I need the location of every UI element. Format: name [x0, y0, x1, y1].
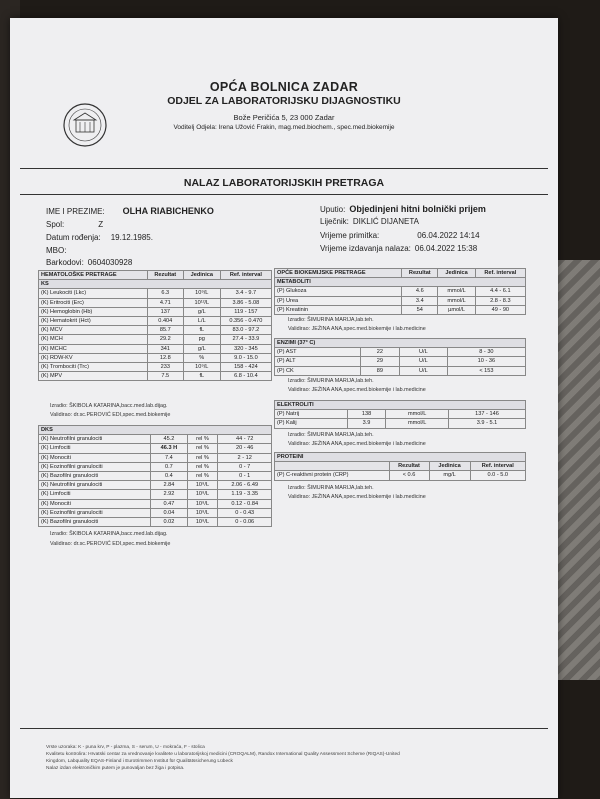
test-name: (P) CK [275, 366, 361, 375]
test-result: 0.404 [147, 316, 183, 325]
department-name: ODJEL ZA LABORATORIJSKU DIJAGNOSTIKU [167, 95, 401, 107]
divider [20, 168, 548, 169]
test-ref-interval: < 153 [447, 366, 525, 375]
result-row [39, 444, 272, 453]
test-unit: µmol/L [438, 305, 475, 314]
test-result: 22 [360, 348, 399, 357]
test-name: (K) Hematokrit (Hct) [39, 316, 148, 325]
test-name: (K) Limfociti [39, 490, 151, 499]
received-field: Vrijeme primitka: 06.04.2022 14:14 [320, 231, 480, 240]
test-result: 54 [402, 305, 438, 314]
test-result: 3.4 [402, 296, 438, 305]
test-name: (P) Kreatinin [275, 305, 402, 314]
result-row [275, 305, 526, 314]
test-ref-interval: 10 - 36 [447, 357, 525, 366]
test-ref-interval: 9.0 - 15.0 [220, 353, 271, 362]
test-ref-interval: 4.4 - 6.1 [475, 287, 525, 296]
test-result: 0.47 [151, 499, 187, 508]
result-row [39, 298, 272, 307]
result-row [39, 344, 272, 353]
result-row [39, 471, 272, 480]
test-result: 2.92 [151, 490, 187, 499]
test-result: 0.02 [151, 517, 187, 526]
received-value: 06.04.2022 14:14 [417, 231, 480, 240]
metab-validirao: Validirao: JEŽINA ANA,spec.med.biokemije i lab.medicine [288, 326, 426, 332]
result-row [275, 357, 526, 366]
test-result: 46.3 H [151, 444, 187, 453]
test-name: (K) Monociti [39, 499, 151, 508]
dks-izradio: Izradio: ŠKIBOLA KATARINA,bacc.med.lab.dijag. [50, 531, 168, 537]
test-ref-interval: 0 - 0.43 [218, 508, 272, 517]
referral-value: Objedinjeni hitni bolnički prijem [349, 204, 486, 214]
test-result: 12.8 [147, 353, 183, 362]
test-name: (K) Bazofilni granulociti [39, 517, 151, 526]
sex-field: Spol: Z [46, 220, 104, 229]
proteins-table: PROTEINI Rezultat Jedinica Ref. interval (P) C-reaktivni protein (CRP) < 0.6 mg/L 0.0 - 5.0 [274, 452, 526, 481]
patient-name: OLHA RIABICHENKO [122, 206, 214, 216]
test-result: 2.84 [151, 481, 187, 490]
result-row [39, 335, 272, 344]
test-ref-interval: 320 - 345 [220, 344, 271, 353]
test-ref-interval: 3.9 - 5.1 [449, 419, 526, 428]
enzimi-section: ENZIMI (37° C) [275, 339, 526, 348]
test-ref-interval: 0 - 0.06 [218, 517, 272, 526]
test-unit: rel % [187, 462, 218, 471]
test-name: (K) RDW-KV [39, 353, 148, 362]
test-result: < 0.6 [389, 471, 429, 480]
proteini-section: PROTEINI [275, 453, 526, 462]
test-name: (P) Glukoza [275, 287, 402, 296]
test-result: 29.2 [147, 335, 183, 344]
test-name: (K) Bazofilni granulociti [39, 471, 151, 480]
test-result: 89 [360, 366, 399, 375]
test-unit: mmol/L [386, 419, 449, 428]
test-ref-interval: 2.8 - 8.3 [475, 296, 525, 305]
result-row [39, 499, 272, 508]
doctor-field: Liječnik: DIKLIĆ DIJANETA [320, 217, 419, 226]
test-unit: fL [183, 372, 220, 381]
result-row [39, 481, 272, 490]
barcode-field: Barkodovi: 0604030928 [46, 258, 133, 267]
test-unit: 10⁹/L [187, 490, 218, 499]
test-name: (K) Neutrofilni granulociti [39, 435, 151, 444]
metaboliti-section: METABOLITI [275, 278, 526, 287]
sex-value: Z [98, 220, 104, 229]
test-result: 4.71 [147, 298, 183, 307]
test-name: (K) MPV [39, 372, 148, 381]
result-row [39, 372, 272, 381]
result-row [275, 296, 526, 305]
test-ref-interval: 0 - 1 [218, 471, 272, 480]
result-row [39, 362, 272, 371]
hema-validirao: Validirao: dr.sc.PEROVIĆ EDI,spec.med.biokemije [50, 412, 171, 418]
test-name: (K) MCHC [39, 344, 148, 353]
test-ref-interval: 3.86 - 5.08 [220, 298, 271, 307]
el-validirao: Validirao: JEŽINA ANA,spec.med.biokemije i lab.medicine [288, 441, 426, 447]
test-ref-interval: 27.4 - 33.9 [220, 335, 271, 344]
divider [20, 728, 548, 729]
test-name: (K) MCH [39, 335, 148, 344]
test-ref-interval: 83.0 - 97.2 [220, 326, 271, 335]
result-row [275, 348, 526, 357]
dob-field: Datum rođenja: 19.12.1985. [46, 233, 153, 242]
test-ref-interval: 0.356 - 0.470 [220, 316, 271, 325]
barcode-value: 0604030928 [87, 258, 133, 267]
dks-table [38, 425, 272, 527]
document-title: NALAZ LABORATORIJSKIH PRETRAGA [183, 177, 385, 189]
result-row [39, 490, 272, 499]
test-ref-interval: 44 - 72 [218, 435, 272, 444]
test-name: (K) Eritrociti (Erc) [39, 298, 148, 307]
report-footer: Vrste uzoraka: K - puna krv, P - plazma, S - serum, U - mokraća, F - stolica Kvalitetu kontrolira: Hrvatski centar za vrednovanje kvalitete u laboratorijskoj medicini (CROQALM), Randox International Quality Assessment Scheme (RIQAS)-United Kingdom, Labquality EQAS-Finland i Eurotrimmen Institut für Qualitätssicherung Lübeck Nalaz izdan elektroničkim putem je punovaljan bez žiga i potpisa. [46, 745, 400, 771]
metab-izradio: Izradio: ŠIMURINA MARIJA,lab.teh. [288, 317, 374, 323]
test-ref-interval: 0.12 - 0.84 [218, 499, 272, 508]
divider [20, 194, 548, 195]
test-unit: pg [183, 335, 220, 344]
result-row [275, 419, 526, 428]
referral-field: Uputio: Objedinjeni hitni bolnički prijem [320, 204, 486, 214]
test-unit: rel % [187, 444, 218, 453]
test-name: (P) Urea [275, 296, 402, 305]
patient-name-field: IME I PREZIME: OLHA RIABICHENKO [46, 206, 214, 216]
result-row [39, 353, 272, 362]
mbo-field: MBO: [46, 246, 67, 255]
test-result: 6.3 [147, 289, 183, 298]
test-name: (P) Kalij [275, 419, 348, 428]
test-name: (K) Limfociti [39, 444, 151, 453]
test-ref-interval: 119 - 157 [220, 307, 271, 316]
test-unit: fL [183, 326, 220, 335]
result-row [39, 462, 272, 471]
test-result: 137 [147, 307, 183, 316]
hematology-title: HEMATOLOŠKE PRETRAGE [39, 271, 148, 280]
test-name: (K) Trombociti (Trc) [39, 362, 148, 371]
test-name: (K) Eozinofilni granulociti [39, 462, 151, 471]
test-ref-interval: 137 - 146 [449, 410, 526, 419]
test-unit: U/L [399, 366, 447, 375]
test-unit: 10⁹/L [183, 362, 220, 371]
test-unit: 10⁹/L [187, 499, 218, 508]
test-unit: mg/L [429, 471, 470, 480]
test-result: 29 [360, 357, 399, 366]
dob-value: 19.12.1985. [110, 233, 153, 242]
test-result: 4.6 [402, 287, 438, 296]
biochemistry-title: OPĆE BIOKEMIJSKE PRETRAGE [275, 269, 402, 278]
result-row [275, 366, 526, 375]
test-ref-interval: 8 - 30 [447, 348, 525, 357]
issued-value: 06.04.2022 15:38 [414, 244, 478, 253]
test-ref-interval: 0.0 - 5.0 [470, 471, 525, 480]
result-row [39, 307, 272, 316]
test-result: 0.4 [151, 471, 187, 480]
test-unit: mmol/L [438, 296, 475, 305]
electrolytes-table [274, 400, 526, 429]
test-ref-interval: 2.06 - 6.49 [218, 481, 272, 490]
test-result: 138 [347, 410, 386, 419]
prot-validirao: Validirao: JEŽINA ANA,spec.med.biokemije i lab.medicine [288, 494, 426, 500]
test-ref-interval: 1.19 - 3.35 [218, 490, 272, 499]
test-result: 233 [147, 362, 183, 371]
elektroliti-section: ELEKTROLITI [275, 401, 526, 410]
result-row [275, 410, 526, 419]
result-row [275, 471, 526, 480]
test-unit: U/L [399, 357, 447, 366]
test-ref-interval: 2 - 12 [218, 453, 272, 462]
test-unit: mmol/L [438, 287, 475, 296]
hematology-table: HEMATOLOŠKE PRETRAGE Rezultat Jedinica Ref. interval KS (K) Leukociti (Lkc) 6.3 10⁹/L 3.4 - 9.7 (K) Eritrociti (Erc) 4.71 10¹²/L 3.86 - 5.08 (K) Hemoglobin (Hb) 137 g/L 119 - 157 (K) Hematokrit (Hct) 0.404 L/L 0.356 - 0.470 (K) MCV 85.7 fL 83.0 - 97.2 (K) MCH 29.2 pg 27.4 - 33.9 (K) MCHC 341 g/L 320 - 345 (K) RDW-KV 12.8 % 9.0 - 15.0 (K) Trombociti (Trc) 233 10⁹/L 158 - 424 (K) MPV 7.5 fL 6.8 - 10.4 [38, 270, 272, 381]
hospital-address: Bože Peričića 5, 23 000 Zadar [233, 113, 335, 122]
test-name: (K) Eozinofilni granulociti [39, 508, 151, 517]
enzymes-table [274, 338, 526, 376]
test-unit: rel % [187, 435, 218, 444]
test-unit: 10⁹/L [183, 289, 220, 298]
test-unit: 10⁹/L [187, 508, 218, 517]
test-unit: U/L [399, 348, 447, 357]
test-ref-interval: 20 - 46 [218, 444, 272, 453]
enz-izradio: Izradio: ŠIMURINA MARIJA,lab.teh. [288, 378, 374, 384]
test-result: 7.5 [147, 372, 183, 381]
test-ref-interval: 49 - 90 [475, 305, 525, 314]
test-result: 7.4 [151, 453, 187, 462]
test-name: (P) Natrij [275, 410, 348, 419]
test-unit: rel % [187, 453, 218, 462]
test-result: 3.9 [347, 419, 386, 428]
test-unit: % [183, 353, 220, 362]
result-row [275, 287, 526, 296]
test-ref-interval: 0 - 7 [218, 462, 272, 471]
test-name: (K) Leukociti (Lkc) [39, 289, 148, 298]
dks-section: DKS [39, 426, 272, 435]
hospital-name: OPĆA BOLNICA ZADAR [209, 80, 359, 94]
test-unit: rel % [187, 471, 218, 480]
report-header [10, 80, 558, 131]
test-unit: 10⁹/L [187, 481, 218, 490]
result-row [39, 453, 272, 462]
result-row [39, 508, 272, 517]
enz-validirao: Validirao: JEŽINA ANA,spec.med.biokemije i lab.medicine [288, 387, 426, 393]
test-name: (P) C-reaktivni protein (CRP) [275, 471, 390, 480]
dks-validirao: Validirao: dr.sc.PEROVIĆ EDI,spec.med.biokemije [50, 541, 171, 547]
lab-report-paper [10, 18, 558, 798]
test-unit: g/L [183, 307, 220, 316]
department-head: Voditelj Odjela: Irena Užović Frakin, mag.med.biochem., spec.med.biokemije [173, 124, 395, 131]
el-izradio: Izradio: ŠIMURINA MARIJA,lab.teh. [288, 432, 374, 438]
test-ref-interval: 3.4 - 9.7 [220, 289, 271, 298]
result-row [39, 435, 272, 444]
test-name: (K) Hemoglobin (Hb) [39, 307, 148, 316]
ks-section: KS [39, 280, 272, 289]
result-row [39, 316, 272, 325]
hema-izradio: Izradio: ŠKIBOLA KATARINA,bacc.med.lab.dijag. [50, 403, 168, 409]
prot-izradio: Izradio: ŠIMURINA MARIJA,lab.teh. [288, 485, 374, 491]
test-result: 0.7 [151, 462, 187, 471]
result-row [39, 326, 272, 335]
test-unit: g/L [183, 344, 220, 353]
biochemistry-table: OPĆE BIOKEMIJSKE PRETRAGE Rezultat Jedinica Ref. interval METABOLITI (P) Glukoza 4.6 mmol/L 4.4 - 6.1 (P) Urea 3.4 mmol/L 2.8 - 8.3 (P) Kreatinin 54 µmol/L 49 - 90 [274, 268, 526, 315]
test-name: (K) MCV [39, 326, 148, 335]
test-name: (K) Neutrofilni granulociti [39, 481, 151, 490]
test-name: (K) Monociti [39, 453, 151, 462]
test-unit: L/L [183, 316, 220, 325]
test-name: (P) ALT [275, 357, 361, 366]
test-unit: 10¹²/L [183, 298, 220, 307]
doctor-value: DIKLIĆ DIJANETA [352, 217, 419, 226]
test-result: 85.7 [147, 326, 183, 335]
test-name: (P) AST [275, 348, 361, 357]
test-unit: 10⁹/L [187, 517, 218, 526]
result-row [39, 289, 272, 298]
test-unit: mmol/L [386, 410, 449, 419]
test-ref-interval: 6.8 - 10.4 [220, 372, 271, 381]
result-row [39, 517, 272, 526]
test-result: 341 [147, 344, 183, 353]
test-result: 0.04 [151, 508, 187, 517]
test-ref-interval: 158 - 424 [220, 362, 271, 371]
issued-field: Vrijeme izdavanja nalaza: 06.04.2022 15:38 [320, 244, 478, 253]
test-result: 45.2 [151, 435, 187, 444]
